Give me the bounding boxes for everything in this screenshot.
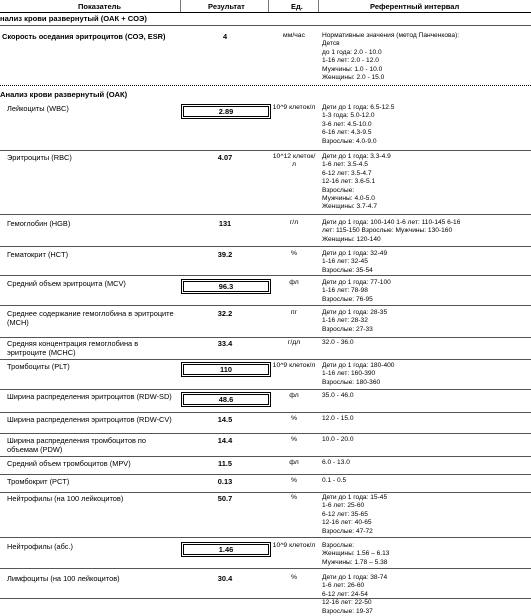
- row-ref: [322, 494, 527, 536]
- row-name: Гематокрит (HCT): [7, 250, 69, 259]
- row-ref: [322, 339, 527, 347]
- separator: [0, 537, 531, 538]
- ref-line: 1-6 лет: 3.5-4.5: [322, 161, 368, 169]
- separator: [0, 214, 531, 215]
- row-name: Тромбоциты (PLT): [7, 362, 70, 371]
- row-unit: фл: [289, 459, 299, 466]
- row-ref: [322, 415, 527, 423]
- header-name: Показатель: [78, 2, 122, 11]
- result-flagged: 2.89: [183, 106, 269, 117]
- row-unit: мм/час: [283, 32, 305, 39]
- ref-line: лет: 115-150 Взрослые: Мужчины: 130-160: [322, 227, 453, 235]
- row-ref: [322, 219, 527, 244]
- ref-line: 1-16 лет: 28-32: [322, 317, 368, 325]
- row-result: 14.4: [217, 436, 233, 445]
- table-header: [0, 0, 531, 13]
- row-ref: [322, 392, 527, 400]
- ref-line: Женщины: 120-140: [322, 235, 381, 243]
- header-result: Результат: [208, 2, 245, 11]
- row-result: 4.07: [217, 153, 233, 162]
- ref-line: Взрослые: 76-95: [322, 295, 373, 303]
- ref-line: Дети до 1 года: 6.5-12.5: [322, 104, 395, 111]
- ref-line: 1-16 лет: 32-45: [322, 258, 368, 266]
- row-unit: %: [290, 436, 298, 443]
- ref-line: 6.0 - 13.0: [322, 459, 350, 466]
- row-result: 4: [222, 32, 228, 41]
- result-flagged: 96.3: [183, 281, 269, 292]
- row-result: 32.2: [217, 309, 233, 318]
- separator: [0, 389, 531, 390]
- row-ref: [322, 459, 527, 467]
- section-title: нализ крови развернутый (ОАК + СОЭ): [0, 14, 147, 23]
- header-unit: Ед.: [291, 2, 303, 11]
- ref-line: 1-16 лет: 160-390: [322, 370, 376, 378]
- row-name: Лейкоциты (WBC): [7, 104, 69, 113]
- row-name: Нейтрофилы (абс.): [7, 542, 73, 551]
- ref-line: 0.1 - 0.5: [322, 477, 347, 484]
- ref-line: Женщины: 3.7-4.7: [322, 203, 377, 211]
- ref-line: Взрослые: 35-54: [322, 266, 373, 274]
- separator: [0, 359, 531, 360]
- ref-line: 12-16 лет: 40-65: [322, 519, 372, 527]
- ref-line: 12-16 лет: 3.6-5.1: [322, 178, 376, 186]
- ref-line: 6-12 лет: 3.5-4.7: [322, 169, 372, 177]
- row-name: Средняя концентрация гемоглобина в эритроците (MCHC): [7, 339, 139, 357]
- ref-line: Взрослые: 27-33: [322, 325, 373, 333]
- separator: [0, 433, 531, 434]
- row-ref: [322, 32, 527, 82]
- row-name: Ширина распределения эритроцитов (RDW-CV): [7, 415, 172, 424]
- separator: [0, 412, 531, 413]
- header-ref: Референтный интервал: [370, 2, 460, 11]
- ref-line: Мужчины: 1.78 – 5.38: [322, 558, 388, 566]
- row-ref: [322, 279, 527, 304]
- ref-line: Дети до 1 года: 28-35: [322, 309, 388, 316]
- row-name: Тромбокрит (PCT): [7, 477, 70, 486]
- result-flagged: 48.6: [183, 394, 269, 405]
- row-unit: фл: [289, 392, 299, 399]
- row-result: 14.5: [217, 415, 233, 424]
- ref-line: 1-3 года: 5.0-12.0: [322, 112, 375, 120]
- ref-line: Взрослые: 4.0-9.0: [322, 137, 377, 145]
- row-name: Средний объем эритроцита (MCV): [7, 279, 126, 288]
- separator: [0, 492, 531, 493]
- separator: [0, 474, 531, 475]
- row-unit: %: [290, 250, 298, 257]
- ref-line: 12-16 лет: 22-50: [322, 599, 372, 607]
- row-unit: г/дл: [287, 339, 301, 346]
- row-unit: 10^12 клеток/л: [272, 153, 316, 169]
- ref-line: 1-6 лет: 25-60: [322, 502, 365, 510]
- ref-line: Взрослые: 47-72: [322, 527, 373, 535]
- row-result: 33.4: [217, 339, 233, 348]
- row-ref: [322, 436, 527, 444]
- row-unit: г/л: [289, 219, 299, 226]
- row-name: Ширина распределения эритроцитов (RDW-SD): [7, 392, 172, 401]
- row-name: Среднее содержание гемоглобина в эритроците (MCH): [7, 309, 174, 327]
- ref-line: Дети до 1 года: 3.3-4.9: [322, 153, 391, 160]
- separator: [0, 305, 531, 306]
- row-unit: пг: [290, 309, 298, 316]
- ref-line: 1-16 лет: 78-98: [322, 287, 368, 295]
- ref-line: Женщины: 2.0 - 15.0: [322, 74, 385, 82]
- row-name: Лимфоциты (на 100 лейкоцитов): [7, 574, 120, 583]
- ref-line: 10.0 - 20.0: [322, 436, 354, 443]
- separator: [0, 25, 531, 26]
- separator: [0, 568, 531, 569]
- row-unit: 10^9 клеток/л: [272, 362, 316, 369]
- row-ref: [322, 574, 527, 616]
- result-flagged: 1.46: [183, 544, 269, 555]
- row-unit: фл: [289, 279, 299, 286]
- row-unit: %: [290, 415, 298, 422]
- separator: [0, 337, 531, 338]
- row-result: 39.2: [217, 250, 233, 259]
- row-ref: [322, 362, 527, 387]
- header-divider: [318, 0, 319, 12]
- ref-line: 6-12 лет: 24-54: [322, 590, 368, 598]
- row-result: 0.13: [217, 477, 233, 486]
- separator: [0, 456, 531, 457]
- row-name: Эритроциты (RBC): [7, 153, 72, 162]
- row-name: Гемоглобин (HGB): [7, 219, 71, 228]
- row-result: 11.5: [218, 459, 232, 468]
- row-name: Скорость оседания эритроцитов (СОЭ, ESR): [2, 32, 166, 41]
- row-ref: [322, 477, 527, 485]
- ref-line: Мужчины: 1.0 - 10.0: [322, 65, 383, 73]
- ref-line: 32.0 - 36.0: [322, 339, 354, 346]
- row-unit: 10^9 клеток/л: [272, 104, 316, 111]
- ref-line: 1-16 лет: 2.0 - 12.0: [322, 57, 379, 65]
- ref-line: 6-16 лет: 4.3-9.5: [322, 129, 372, 137]
- ref-line: Дети до 1 года: 38-74: [322, 574, 388, 581]
- ref-line: до 1 года: 2.0 - 10.0: [322, 48, 382, 56]
- row-result: 131: [218, 219, 232, 228]
- ref-line: Женщины: 1.56 – 6.13: [322, 550, 390, 558]
- ref-line: Детсв: [322, 40, 340, 48]
- ref-line: Мужчины: 4.0-5.0: [322, 195, 375, 203]
- ref-line: Взрослые: 180-360: [322, 378, 381, 386]
- ref-line: Дети до 1 года: 180-400: [322, 362, 395, 369]
- row-result: 50.7: [217, 494, 233, 503]
- section-title: Анализ крови развернутый (ОАК): [0, 90, 128, 99]
- ref-line: Дети до 1 года: 77-100: [322, 279, 391, 286]
- row-name: Ширина распределения тромбоцитов по объемам (PDW): [7, 436, 147, 454]
- dotted-separator: [0, 85, 531, 86]
- header-divider: [180, 0, 181, 12]
- row-ref: [322, 250, 527, 275]
- ref-line: Дети до 1 года: 15-45: [322, 494, 388, 501]
- row-unit: %: [290, 494, 298, 501]
- ref-line: Взрослые: 19-37: [322, 607, 373, 615]
- ref-line: Взрослые:: [322, 542, 355, 549]
- row-unit: %: [290, 574, 298, 581]
- row-unit: 10^9 клеток/л: [272, 542, 316, 549]
- row-unit: %: [290, 477, 298, 484]
- separator: [0, 246, 531, 247]
- result-flagged: 110: [183, 364, 269, 375]
- separator: [0, 150, 531, 151]
- row-name: Средний объем тромбоцитов (MPV): [7, 459, 131, 468]
- ref-line: 1-6 лет: 26-60: [322, 582, 365, 590]
- ref-line: Дети до 1 года: 32-49: [322, 250, 388, 257]
- ref-line: 35.0 - 46.0: [322, 392, 354, 399]
- row-ref: [322, 153, 527, 212]
- ref-line: 12.0 - 15.0: [322, 415, 354, 422]
- header-divider: [268, 0, 269, 12]
- row-ref: [322, 542, 527, 567]
- ref-line: Нормативные значения (метод Панченкова):: [322, 32, 460, 39]
- row-ref: [322, 309, 527, 334]
- row-result: 30.4: [217, 574, 233, 583]
- row-ref: [322, 104, 527, 146]
- ref-line: Дети до 1 года: 100-140 1-6 лет: 110-145 6-16: [322, 219, 461, 226]
- ref-line: 6-12 лет: 35-65: [322, 510, 368, 518]
- ref-line: Взрослые:: [322, 186, 355, 194]
- row-name: Нейтрофилы (на 100 лейкоцитов): [7, 494, 124, 503]
- ref-line: 3-6 лет: 4.5-10.0: [322, 120, 372, 128]
